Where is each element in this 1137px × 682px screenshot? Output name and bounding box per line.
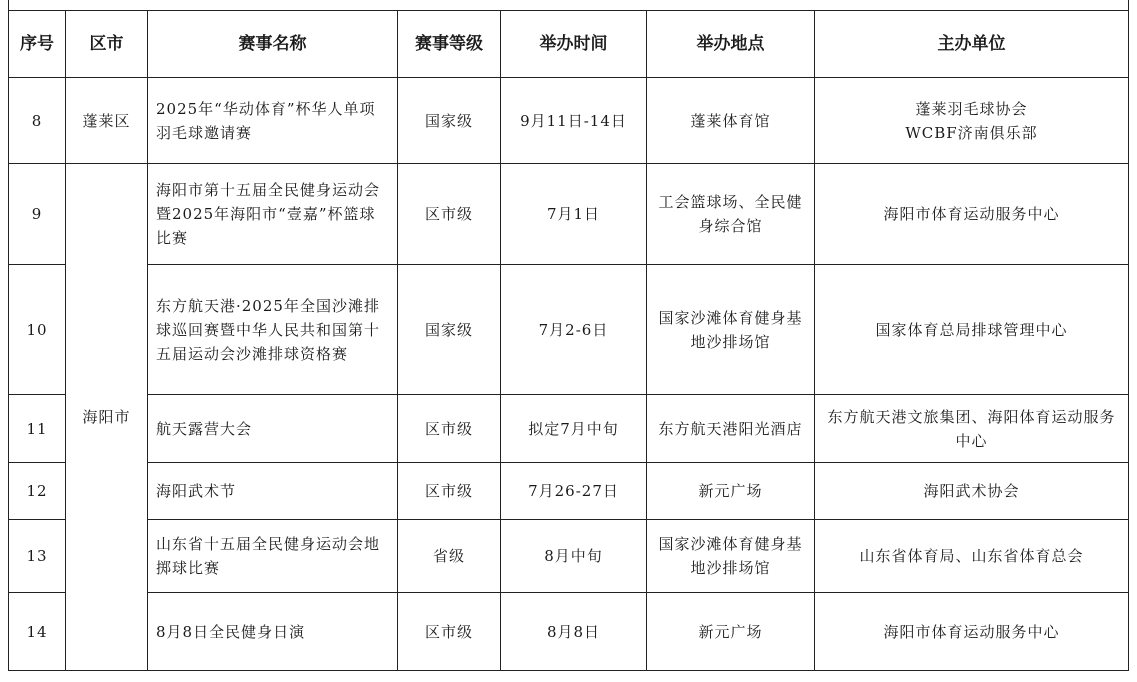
table-row [9, 593, 1129, 671]
cell-no: 9 [9, 164, 66, 265]
table-row [9, 520, 1129, 593]
cell-time: 8月8日 [501, 593, 647, 671]
cell-venue: 东方航天港阳光酒店 [647, 395, 815, 463]
cell-event-name: 海阳武术节 [148, 463, 398, 520]
cell-event-name: 东方航天港·2025年全国沙滩排球巡回赛暨中华人民共和国第十五届运动会沙滩排球资格赛 [148, 265, 398, 395]
table-row [9, 78, 1129, 164]
organizer-line: 蓬莱羽毛球协会 [915, 99, 1028, 118]
header-cell-level: 赛事等级 [398, 11, 501, 78]
cell-no: 12 [9, 463, 66, 520]
cell-time: 拟定7月中旬 [501, 395, 647, 463]
cell-venue: 国家沙滩体育健身基地沙排场馆 [647, 265, 815, 395]
cell-district: 蓬莱区 [66, 78, 148, 164]
cell-level: 区市级 [398, 164, 501, 265]
cell-level: 区市级 [398, 395, 501, 463]
cell-venue: 国家沙滩体育健身基地沙排场馆 [647, 520, 815, 593]
cell-no: 13 [9, 520, 66, 593]
table-row [9, 463, 1129, 520]
header-cell-venue: 举办地点 [647, 11, 815, 78]
cell-venue: 新元广场 [647, 463, 815, 520]
cell-event-name: 2025年“华动体育”杯华人单项羽毛球邀请赛 [148, 78, 398, 164]
cell-time: 9月11日-14日 [501, 78, 647, 164]
cell-time: 8月中旬 [501, 520, 647, 593]
cell-no: 14 [9, 593, 66, 671]
table-row [9, 164, 1129, 265]
cell-no: 10 [9, 265, 66, 395]
organizer-line: WCBF济南俱乐部 [905, 123, 1038, 142]
cell-organizer: 海阳武术协会 [815, 463, 1129, 520]
table-border-stub [1128, 0, 1129, 10]
cell-event-name: 海阳市第十五届全民健身运动会暨2025年海阳市“壹嘉”杯篮球比赛 [148, 164, 398, 265]
header-cell-district: 区市 [66, 11, 148, 78]
cell-time: 7月26-27日 [501, 463, 647, 520]
cell-time: 7月1日 [501, 164, 647, 265]
cell-organizer: 山东省体育局、山东省体育总会 [815, 520, 1129, 593]
cell-no: 8 [9, 78, 66, 164]
table-border-stub [8, 0, 9, 10]
cell-event-name: 山东省十五届全民健身运动会地掷球比赛 [148, 520, 398, 593]
cell-level: 省级 [398, 520, 501, 593]
cell-no: 11 [9, 395, 66, 463]
cell-venue: 蓬莱体育馆 [647, 78, 815, 164]
cell-time: 7月2-6日 [501, 265, 647, 395]
header-cell-time: 举办时间 [501, 11, 647, 78]
cell-level: 国家级 [398, 78, 501, 164]
cell-level: 区市级 [398, 593, 501, 671]
header-cell-organizer: 主办单位 [815, 11, 1129, 78]
cell-event-name: 8月8日全民健身日演 [148, 593, 398, 671]
cell-organizer: 海阳市体育运动服务中心 [815, 164, 1129, 265]
cell-venue: 工会篮球场、全民健身综合馆 [647, 164, 815, 265]
cell-organizer [815, 78, 1129, 164]
cell-level: 区市级 [398, 463, 501, 520]
cell-organizer: 东方航天港文旅集团、海阳体育运动服务中心 [815, 395, 1129, 463]
table-header-row [9, 11, 1129, 78]
cell-venue: 新元广场 [647, 593, 815, 671]
cell-level: 国家级 [398, 265, 501, 395]
cell-event-name: 航天露营大会 [148, 395, 398, 463]
cell-district-merged: 海阳市 [66, 164, 148, 671]
events-table [8, 10, 1129, 671]
cell-organizer: 海阳市体育运动服务中心 [815, 593, 1129, 671]
table-row [9, 265, 1129, 395]
header-cell-no: 序号 [9, 11, 66, 78]
cell-organizer: 国家体育总局排球管理中心 [815, 265, 1129, 395]
header-cell-event-name: 赛事名称 [148, 11, 398, 78]
table-row [9, 395, 1129, 463]
